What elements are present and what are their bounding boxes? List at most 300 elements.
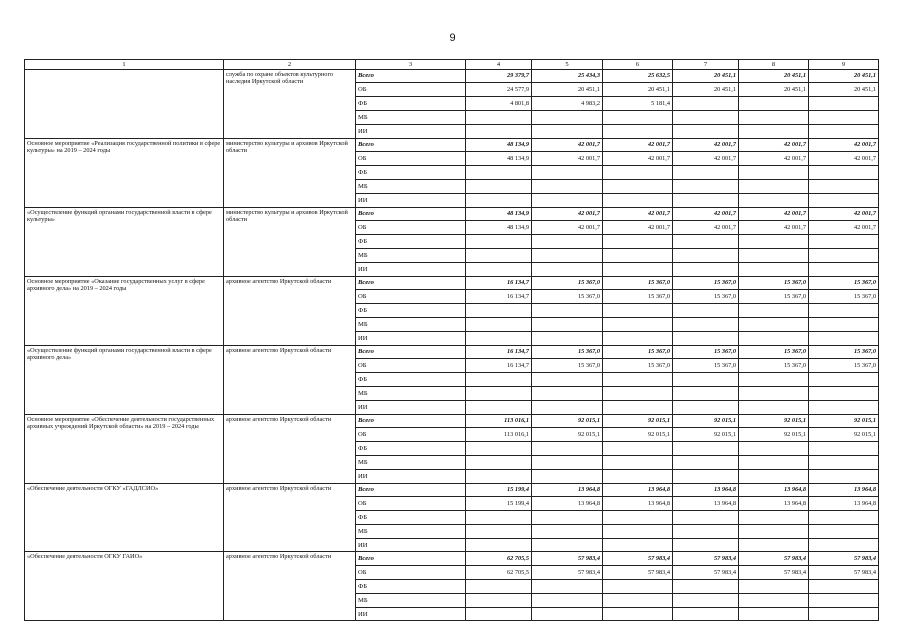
- amount-cell: [739, 511, 809, 525]
- activity-name-cell: «Осуществление функций органами государственной власти в сфере архивного дела»: [25, 345, 224, 414]
- amount-cell: [603, 110, 673, 124]
- amount-cell: [532, 262, 603, 276]
- amount-cell: 42 001,7: [603, 207, 673, 221]
- amount-cell: [809, 538, 879, 552]
- amount-cell: [673, 304, 739, 318]
- executor-cell: министерство культуры и архивов Иркутской области: [224, 138, 356, 207]
- amount-cell: [603, 386, 673, 400]
- amount-cell: [673, 110, 739, 124]
- amount-cell: [603, 193, 673, 207]
- amount-cell: [532, 248, 603, 262]
- executor-cell: архивное агентство Иркутской области: [224, 483, 356, 552]
- amount-cell: [466, 455, 532, 469]
- table-row: [25, 483, 879, 497]
- amount-cell: [739, 193, 809, 207]
- amount-cell: [809, 248, 879, 262]
- funding-source-cell: ИИ: [356, 469, 466, 483]
- funding-source-cell: ОБ: [356, 221, 466, 235]
- column-number-cell: 2: [224, 60, 356, 70]
- amount-cell: 20 451,1: [673, 69, 739, 83]
- amount-cell: [673, 373, 739, 387]
- funding-source-cell: ФБ: [356, 442, 466, 456]
- amount-cell: [532, 304, 603, 318]
- amount-cell: [603, 373, 673, 387]
- amount-cell: 4 801,8: [466, 97, 532, 111]
- amount-cell: [739, 469, 809, 483]
- funding-source-cell: Всего: [356, 138, 466, 152]
- amount-cell: 13 964,8: [532, 483, 603, 497]
- amount-cell: 13 964,8: [739, 497, 809, 511]
- amount-cell: [603, 511, 673, 525]
- amount-cell: [739, 331, 809, 345]
- amount-cell: [739, 373, 809, 387]
- amount-cell: 15 367,0: [739, 345, 809, 359]
- amount-cell: 20 451,1: [532, 83, 603, 97]
- amount-cell: [809, 304, 879, 318]
- column-number-cell: 9: [809, 60, 879, 70]
- page-number: 9: [449, 32, 456, 44]
- amount-cell: 57 983,4: [673, 566, 739, 580]
- amount-cell: 57 983,4: [739, 566, 809, 580]
- amount-cell: [466, 317, 532, 331]
- amount-cell: [673, 386, 739, 400]
- amount-cell: 42 001,7: [739, 221, 809, 235]
- amount-cell: [466, 524, 532, 538]
- amount-cell: [809, 110, 879, 124]
- amount-cell: 13 964,8: [532, 497, 603, 511]
- amount-cell: [532, 580, 603, 594]
- amount-cell: [739, 538, 809, 552]
- amount-cell: [673, 593, 739, 607]
- funding-source-cell: МБ: [356, 524, 466, 538]
- column-number-cell: 4: [466, 60, 532, 70]
- amount-cell: 42 001,7: [532, 152, 603, 166]
- amount-cell: [673, 511, 739, 525]
- amount-cell: [603, 331, 673, 345]
- funding-source-cell: Всего: [356, 69, 466, 83]
- amount-cell: [532, 593, 603, 607]
- amount-cell: 13 964,8: [673, 497, 739, 511]
- column-number-cell: 1: [25, 60, 224, 70]
- amount-cell: 42 001,7: [532, 221, 603, 235]
- amount-cell: [673, 97, 739, 111]
- amount-cell: [739, 248, 809, 262]
- amount-cell: 15 367,0: [673, 345, 739, 359]
- funding-source-cell: ИИ: [356, 193, 466, 207]
- amount-cell: [532, 511, 603, 525]
- amount-cell: [739, 166, 809, 180]
- funding-source-cell: Всего: [356, 345, 466, 359]
- table-row: [25, 69, 879, 83]
- amount-cell: [532, 166, 603, 180]
- amount-cell: 92 015,1: [673, 414, 739, 428]
- funding-source-cell: МБ: [356, 455, 466, 469]
- funding-source-cell: Всего: [356, 207, 466, 221]
- amount-cell: [673, 580, 739, 594]
- amount-cell: [739, 317, 809, 331]
- amount-cell: 20 451,1: [739, 69, 809, 83]
- amount-cell: 92 015,1: [673, 428, 739, 442]
- amount-cell: 42 001,7: [809, 207, 879, 221]
- amount-cell: [466, 262, 532, 276]
- amount-cell: [532, 386, 603, 400]
- amount-cell: 57 983,4: [603, 566, 673, 580]
- amount-cell: [809, 331, 879, 345]
- amount-cell: [809, 386, 879, 400]
- amount-cell: [739, 400, 809, 414]
- amount-cell: [466, 442, 532, 456]
- amount-cell: [673, 607, 739, 621]
- funding-source-cell: ФБ: [356, 304, 466, 318]
- amount-cell: [466, 538, 532, 552]
- table-row: [25, 414, 879, 428]
- amount-cell: 42 001,7: [809, 152, 879, 166]
- amount-cell: 15 367,0: [532, 276, 603, 290]
- funding-source-cell: ИИ: [356, 262, 466, 276]
- amount-cell: 16 134,7: [466, 359, 532, 373]
- amount-cell: 15 367,0: [739, 290, 809, 304]
- table-row: [25, 276, 879, 290]
- amount-cell: 92 015,1: [809, 414, 879, 428]
- funding-source-cell: ИИ: [356, 607, 466, 621]
- amount-cell: 24 577,9: [466, 83, 532, 97]
- amount-cell: 62 705,5: [466, 552, 532, 566]
- funding-source-cell: ОБ: [356, 83, 466, 97]
- activity-name-cell: Основное мероприятие «Оказание государственных услуг в сфере архивного дела» на 2019 – 2024 годы: [25, 276, 224, 345]
- funding-source-cell: ОБ: [356, 152, 466, 166]
- amount-cell: 42 001,7: [673, 152, 739, 166]
- amount-cell: 20 451,1: [673, 83, 739, 97]
- amount-cell: [673, 538, 739, 552]
- funding-source-cell: ОБ: [356, 497, 466, 511]
- amount-cell: [809, 97, 879, 111]
- activity-name-cell: [25, 69, 224, 138]
- amount-cell: [739, 262, 809, 276]
- amount-cell: [532, 455, 603, 469]
- amount-cell: 25 632,5: [603, 69, 673, 83]
- amount-cell: 42 001,7: [532, 207, 603, 221]
- amount-cell: [809, 593, 879, 607]
- amount-cell: 92 015,1: [532, 414, 603, 428]
- amount-cell: [603, 524, 673, 538]
- amount-cell: 16 134,7: [466, 290, 532, 304]
- funding-source-cell: МБ: [356, 110, 466, 124]
- amount-cell: [603, 442, 673, 456]
- amount-cell: [673, 455, 739, 469]
- amount-cell: [739, 593, 809, 607]
- amount-cell: [532, 538, 603, 552]
- amount-cell: [532, 331, 603, 345]
- amount-cell: [603, 248, 673, 262]
- table-row: [25, 345, 879, 359]
- amount-cell: [532, 373, 603, 387]
- amount-cell: 15 367,0: [532, 359, 603, 373]
- amount-cell: 57 983,4: [809, 566, 879, 580]
- executor-cell: архивное агентство Иркутской области: [224, 345, 356, 414]
- amount-cell: 92 015,1: [739, 414, 809, 428]
- amount-cell: 13 964,8: [603, 497, 673, 511]
- amount-cell: [466, 193, 532, 207]
- amount-cell: 42 001,7: [739, 152, 809, 166]
- amount-cell: [673, 524, 739, 538]
- amount-cell: [466, 386, 532, 400]
- amount-cell: 4 983,2: [532, 97, 603, 111]
- amount-cell: [739, 386, 809, 400]
- amount-cell: 48 134,9: [466, 138, 532, 152]
- amount-cell: [603, 304, 673, 318]
- table-row: [25, 138, 879, 152]
- amount-cell: [603, 580, 673, 594]
- funding-source-cell: ОБ: [356, 290, 466, 304]
- header-row: [25, 60, 879, 70]
- activity-name-cell: Основное мероприятие «Обеспечение деятельности государственных архивных учреждений Иркутской области» на 2019 – 2024 годы: [25, 414, 224, 483]
- amount-cell: [466, 235, 532, 249]
- amount-cell: 57 983,4: [739, 552, 809, 566]
- amount-cell: 57 983,4: [532, 552, 603, 566]
- amount-cell: [739, 110, 809, 124]
- amount-cell: [532, 442, 603, 456]
- amount-cell: 48 134,9: [466, 152, 532, 166]
- amount-cell: 13 964,8: [603, 483, 673, 497]
- amount-cell: [603, 469, 673, 483]
- amount-cell: [673, 235, 739, 249]
- funding-source-cell: ИИ: [356, 400, 466, 414]
- amount-cell: 15 367,0: [673, 290, 739, 304]
- amount-cell: [466, 607, 532, 621]
- amount-cell: 15 199,4: [466, 497, 532, 511]
- amount-cell: 15 367,0: [603, 359, 673, 373]
- amount-cell: [466, 166, 532, 180]
- amount-cell: 15 367,0: [739, 359, 809, 373]
- amount-cell: [809, 580, 879, 594]
- amount-cell: [532, 469, 603, 483]
- amount-cell: [532, 179, 603, 193]
- amount-cell: [603, 455, 673, 469]
- amount-cell: [466, 304, 532, 318]
- activity-name-cell: Основное мероприятие «Реализация государственной политики в сфере культуры» на 2019 – 2024 годы: [25, 138, 224, 207]
- funding-source-cell: ФБ: [356, 97, 466, 111]
- amount-cell: [809, 442, 879, 456]
- amount-cell: 48 134,9: [466, 207, 532, 221]
- amount-cell: [739, 442, 809, 456]
- amount-cell: [739, 179, 809, 193]
- amount-cell: 42 001,7: [739, 207, 809, 221]
- amount-cell: 20 451,1: [809, 83, 879, 97]
- amount-cell: [603, 166, 673, 180]
- funding-source-cell: МБ: [356, 179, 466, 193]
- amount-cell: 13 964,8: [673, 483, 739, 497]
- amount-cell: 48 134,9: [466, 221, 532, 235]
- amount-cell: 92 015,1: [739, 428, 809, 442]
- funding-source-cell: ИИ: [356, 538, 466, 552]
- amount-cell: [673, 400, 739, 414]
- amount-cell: 92 015,1: [603, 414, 673, 428]
- amount-cell: [603, 400, 673, 414]
- amount-cell: [809, 607, 879, 621]
- amount-cell: 20 451,1: [603, 83, 673, 97]
- amount-cell: [532, 317, 603, 331]
- column-number-cell: 3: [356, 60, 466, 70]
- amount-cell: 15 367,0: [603, 290, 673, 304]
- amount-cell: [739, 97, 809, 111]
- amount-cell: [673, 124, 739, 138]
- amount-cell: 42 001,7: [809, 138, 879, 152]
- amount-cell: 15 367,0: [673, 276, 739, 290]
- amount-cell: 57 983,4: [809, 552, 879, 566]
- executor-cell: архивное агентство Иркутской области: [224, 414, 356, 483]
- amount-cell: [466, 179, 532, 193]
- amount-cell: [809, 400, 879, 414]
- amount-cell: 15 367,0: [809, 276, 879, 290]
- funding-source-cell: ОБ: [356, 428, 466, 442]
- amount-cell: [739, 580, 809, 594]
- amount-cell: [466, 110, 532, 124]
- amount-cell: 16 134,7: [466, 345, 532, 359]
- amount-cell: [809, 124, 879, 138]
- amount-cell: [673, 166, 739, 180]
- amount-cell: 15 367,0: [809, 345, 879, 359]
- amount-cell: [603, 538, 673, 552]
- funding-source-cell: МБ: [356, 593, 466, 607]
- amount-cell: [466, 248, 532, 262]
- amount-cell: 42 001,7: [673, 138, 739, 152]
- amount-cell: 42 001,7: [739, 138, 809, 152]
- amount-cell: [532, 524, 603, 538]
- amount-cell: [739, 235, 809, 249]
- amount-cell: 42 001,7: [603, 138, 673, 152]
- amount-cell: [466, 400, 532, 414]
- amount-cell: [466, 469, 532, 483]
- amount-cell: 13 964,8: [809, 497, 879, 511]
- funding-source-cell: МБ: [356, 386, 466, 400]
- amount-cell: [809, 193, 879, 207]
- amount-cell: 15 367,0: [809, 359, 879, 373]
- amount-cell: 57 983,4: [673, 552, 739, 566]
- column-number-cell: 6: [603, 60, 673, 70]
- amount-cell: [809, 373, 879, 387]
- amount-cell: [673, 179, 739, 193]
- funding-source-cell: ОБ: [356, 359, 466, 373]
- executor-cell: министерство культуры и архивов Иркутской области: [224, 207, 356, 276]
- amount-cell: [809, 524, 879, 538]
- activity-name-cell: «Осуществление функций органами государственной власти в сфере культуры»: [25, 207, 224, 276]
- amount-cell: 42 001,7: [603, 152, 673, 166]
- amount-cell: [603, 262, 673, 276]
- amount-cell: 15 367,0: [532, 345, 603, 359]
- funding-source-cell: ФБ: [356, 166, 466, 180]
- amount-cell: [603, 235, 673, 249]
- amount-cell: [673, 248, 739, 262]
- amount-cell: [603, 317, 673, 331]
- amount-cell: 15 367,0: [603, 276, 673, 290]
- amount-cell: [532, 235, 603, 249]
- amount-cell: [739, 455, 809, 469]
- amount-cell: 92 015,1: [603, 428, 673, 442]
- funding-source-cell: МБ: [356, 317, 466, 331]
- column-number-cell: 7: [673, 60, 739, 70]
- funding-source-cell: Всего: [356, 414, 466, 428]
- amount-cell: 62 705,5: [466, 566, 532, 580]
- amount-cell: [532, 607, 603, 621]
- funding-source-cell: ИИ: [356, 124, 466, 138]
- amount-cell: 13 964,8: [809, 483, 879, 497]
- funding-source-cell: ФБ: [356, 235, 466, 249]
- amount-cell: 25 434,3: [532, 69, 603, 83]
- funding-source-cell: ФБ: [356, 580, 466, 594]
- amount-cell: [739, 124, 809, 138]
- amount-cell: 15 367,0: [603, 345, 673, 359]
- amount-cell: 15 199,4: [466, 483, 532, 497]
- amount-cell: [532, 110, 603, 124]
- amount-cell: [603, 124, 673, 138]
- column-number-cell: 5: [532, 60, 603, 70]
- funding-source-cell: ФБ: [356, 511, 466, 525]
- amount-cell: 15 367,0: [532, 290, 603, 304]
- amount-cell: [466, 124, 532, 138]
- amount-cell: [673, 317, 739, 331]
- amount-cell: [673, 469, 739, 483]
- amount-cell: 15 367,0: [739, 276, 809, 290]
- amount-cell: 42 001,7: [809, 221, 879, 235]
- amount-cell: [809, 262, 879, 276]
- amount-cell: [673, 442, 739, 456]
- amount-cell: [809, 179, 879, 193]
- amount-cell: [532, 124, 603, 138]
- amount-cell: [532, 193, 603, 207]
- executor-cell: архивное агентство Иркутской области: [224, 276, 356, 345]
- activity-name-cell: «Обеспечение деятельности ОГКУ «ГАДЛСИО»: [25, 483, 224, 552]
- table-row: [25, 207, 879, 221]
- amount-cell: 42 001,7: [673, 221, 739, 235]
- amount-cell: 57 983,4: [532, 566, 603, 580]
- amount-cell: [809, 317, 879, 331]
- column-number-cell: 8: [739, 60, 809, 70]
- amount-cell: [673, 193, 739, 207]
- amount-cell: [809, 455, 879, 469]
- amount-cell: [466, 331, 532, 345]
- amount-cell: [603, 593, 673, 607]
- budget-table: [24, 59, 879, 621]
- amount-cell: [739, 607, 809, 621]
- amount-cell: 92 015,1: [809, 428, 879, 442]
- funding-source-cell: Всего: [356, 552, 466, 566]
- amount-cell: 20 451,1: [739, 83, 809, 97]
- funding-source-cell: ФБ: [356, 373, 466, 387]
- amount-cell: 15 367,0: [673, 359, 739, 373]
- amount-cell: 13 964,8: [739, 483, 809, 497]
- funding-source-cell: ИИ: [356, 331, 466, 345]
- executor-cell: архивное агентство Иркутской области: [224, 552, 356, 621]
- funding-source-cell: ОБ: [356, 566, 466, 580]
- amount-cell: [809, 511, 879, 525]
- amount-cell: 92 015,1: [532, 428, 603, 442]
- amount-cell: [466, 373, 532, 387]
- amount-cell: [532, 400, 603, 414]
- table-row: [25, 552, 879, 566]
- amount-cell: [466, 580, 532, 594]
- amount-cell: [466, 511, 532, 525]
- amount-cell: 57 983,4: [603, 552, 673, 566]
- amount-cell: [603, 607, 673, 621]
- amount-cell: [673, 262, 739, 276]
- amount-cell: [809, 166, 879, 180]
- funding-source-cell: Всего: [356, 276, 466, 290]
- amount-cell: [809, 235, 879, 249]
- activity-name-cell: «Обеспечение деятельности ОГКУ ГАИО»: [25, 552, 224, 621]
- amount-cell: [603, 179, 673, 193]
- amount-cell: 42 001,7: [603, 221, 673, 235]
- amount-cell: [466, 593, 532, 607]
